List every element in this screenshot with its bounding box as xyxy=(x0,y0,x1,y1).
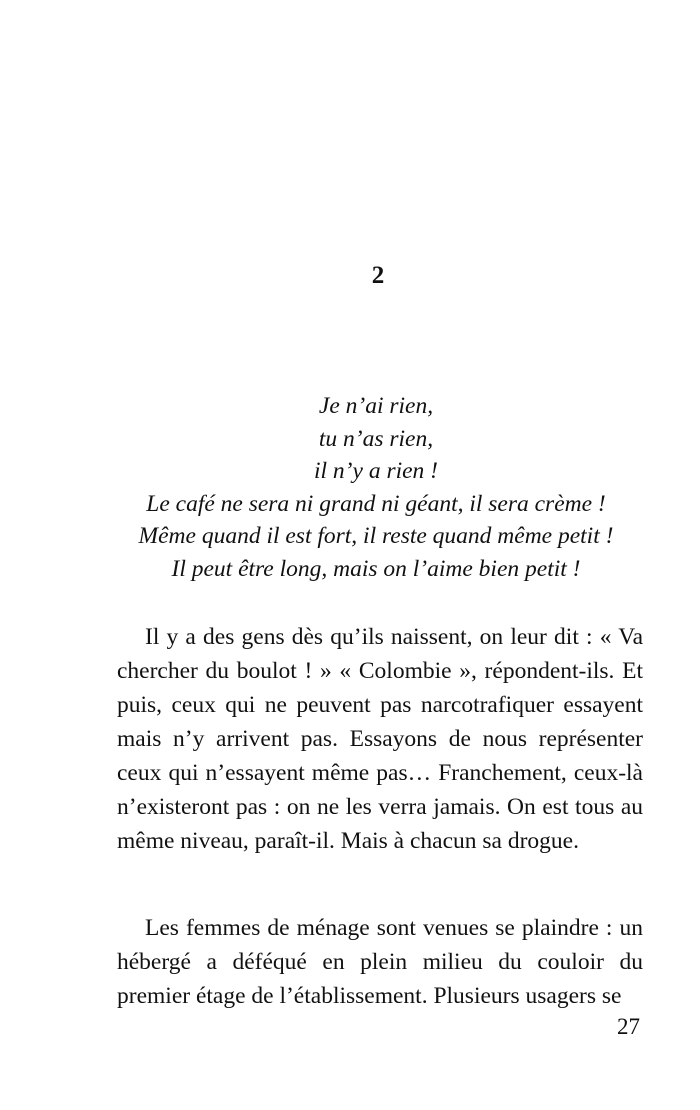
epigraph xyxy=(96,390,656,585)
chapter-number: 2 xyxy=(371,262,385,289)
paragraph-text: Il y a des gens dès qu’ils naissent, on leur dit : « Va chercher du boulot ! » « Colombie », répondent-ils. Et puis, ceux qui ne peuvent pas narcotrafiquer essayent mais n’y arrivent pas. Essayons de nous représenter ceux qui n’essayent même pas… Franchement, ceux-là n’existeront pas : on ne les verra jamais. On est tous au même niveau, paraît-il. Mais à chacun sa drogue. xyxy=(117,624,643,854)
epigraph-line: il n’y a rien ! xyxy=(314,458,438,484)
paragraph-text: Les femmes de ménage sont venues se plaindre : un hébergé a déféqué en plein milieu du couloir du premier étage de l’établissement. Plusieurs usagers se xyxy=(117,915,643,1009)
epigraph-line: Il peut être long, mais on l’aime bien petit ! xyxy=(171,555,581,582)
epigraph-line: Je n’ai rien, xyxy=(318,393,434,419)
epigraph-line: Même quand il est fort, il reste quand même petit ! xyxy=(138,523,614,549)
epigraph-line: Le café ne sera ni grand ni géant, il sera crème ! xyxy=(146,490,606,517)
epigraph-line: tu n’as rien, xyxy=(318,425,434,452)
page-number: 27 xyxy=(617,1014,640,1039)
body-paragraph xyxy=(117,911,643,1013)
body-paragraph xyxy=(117,620,643,858)
